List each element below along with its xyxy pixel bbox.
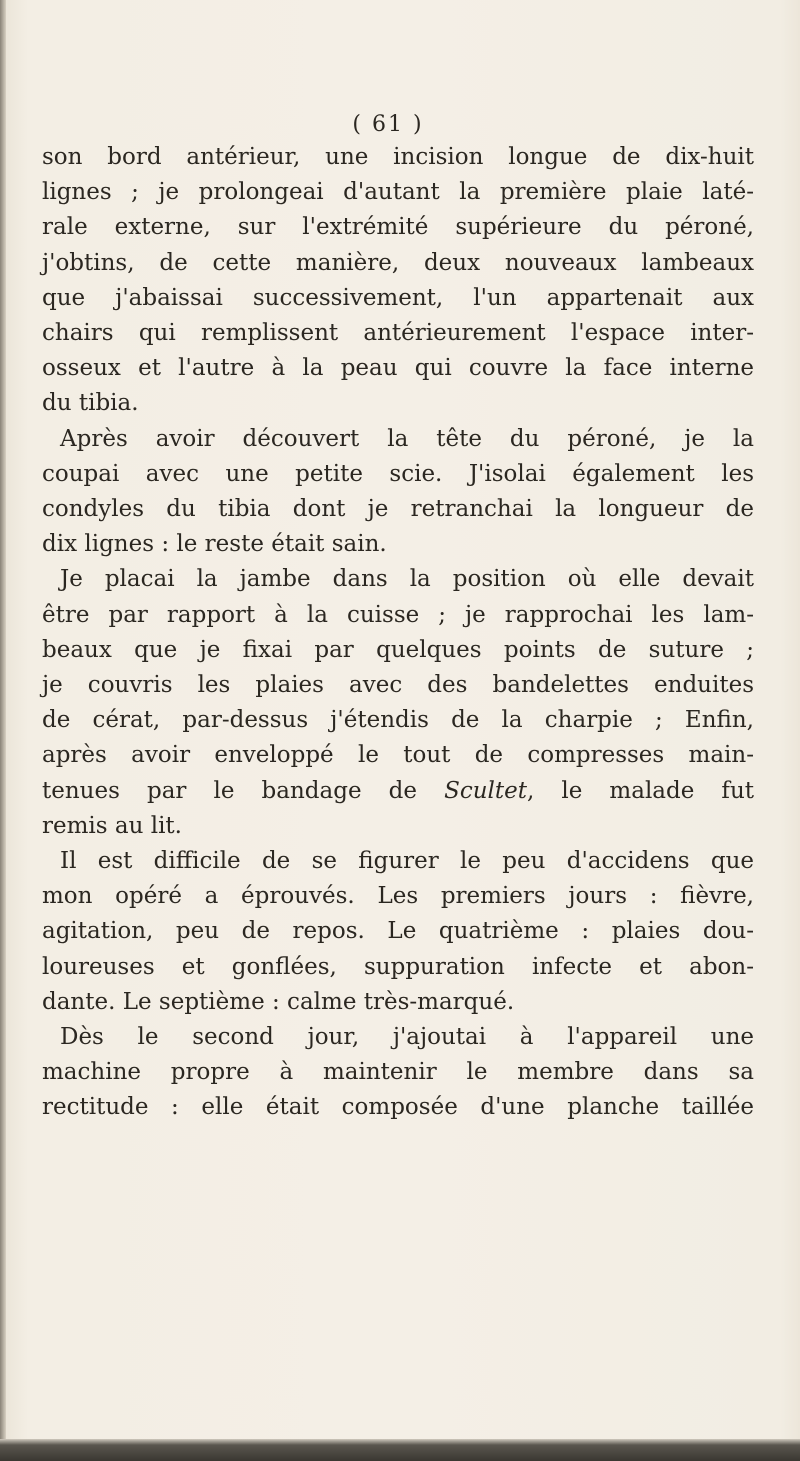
text-line: beaux que je fixai par quelques points de suture ;	[42, 636, 754, 663]
text-line: lignes ; je prolongeai d'autant la première plaie laté-	[42, 179, 754, 206]
text-fragment: tenues par le bandage de	[42, 777, 417, 804]
text-line: que j'abaissai successivement, l'un appartenait aux	[42, 284, 754, 311]
page-number: ( 61 )	[352, 112, 424, 137]
text-line-with-italic	[42, 774, 754, 809]
italic-name: Scultet	[444, 777, 527, 804]
text-line: remis au lit.	[42, 812, 182, 839]
page-binding-edge	[0, 0, 6, 1461]
text-line: rale externe, sur l'extrémité supérieure du péroné,	[42, 214, 754, 241]
body-text	[42, 140, 754, 1126]
text-line: condyles du tibia dont je retranchai la longueur de	[42, 496, 754, 523]
text-line: j'obtins, de cette manière, deux nouveaux lambeaux	[42, 249, 754, 276]
text-line: Je placai la jambe dans la position où elle devait	[60, 566, 754, 593]
text-line: après avoir enveloppé le tout de compresses main-	[42, 742, 754, 769]
text-line: du tibia.	[42, 390, 139, 417]
text-line: chairs qui remplissent antérieurement l'espace inter-	[42, 320, 754, 347]
text-line: rectitude : elle était composée d'une planche taillée	[42, 1094, 754, 1121]
text-line: coupai avec une petite scie. J'isolai également les	[42, 460, 754, 487]
scan-bottom-edge	[0, 1439, 800, 1461]
text-line: être par rapport à la cuisse ; je rapprochai les lam-	[42, 601, 754, 628]
text-line: dix lignes : le reste était sain.	[42, 531, 387, 558]
text-line: loureuses et gonflées, suppuration infecte et abon-	[42, 953, 754, 980]
text-line: de cérat, par-dessus j'étendis de la charpie ; Enfin,	[42, 707, 754, 734]
text-line: osseux et l'autre à la peau qui couvre la face interne	[42, 355, 754, 382]
text-line: machine propre à maintenir le membre dans sa	[42, 1059, 754, 1086]
text-line: agitation, peu de repos. Le quatrième : plaies dou-	[42, 918, 754, 945]
text-fragment: , le malade fut	[526, 777, 755, 804]
text-line: je couvris les plaies avec des bandelettes enduites	[42, 672, 754, 699]
text-line: Dès le second jour, j'ajoutai à l'appareil une	[60, 1024, 754, 1051]
text-line: dante. Le septième : calme très-marqué.	[42, 988, 515, 1015]
text-line: Il est difficile de se figurer le peu d'accidens que	[60, 848, 754, 875]
text-line: son bord antérieur, une incision longue de dix-huit	[42, 144, 754, 170]
text-line: Après avoir découvert la tête du péroné, je la	[60, 425, 754, 452]
text-line: mon opéré a éprouvés. Les premiers jours : fièvre,	[42, 883, 754, 910]
